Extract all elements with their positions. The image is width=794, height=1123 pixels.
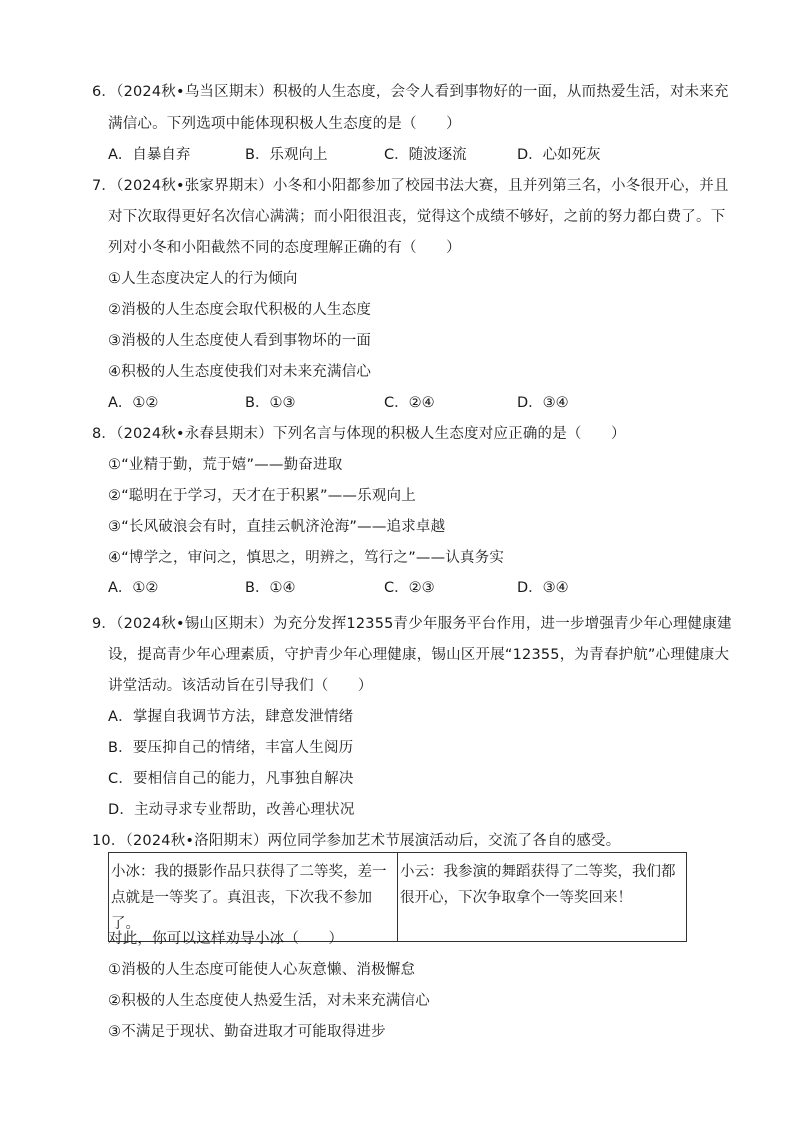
q7-stem-line1: 7．（2024秋•张家界期末）小冬和小阳都参加了校园书法大赛，且并列第三名，小冬很开心，并且: [92, 178, 729, 194]
q7-item-3: ③消极的人生态度使人看到事物坏的一面: [108, 333, 372, 349]
q7-item-1: ①人生态度决定人的行为倾向: [108, 271, 298, 287]
q10-item-1: ①消极的人生态度可能使人心灰意懒、消极懈怠: [108, 962, 416, 978]
q8-item-3: ③“长风破浪会有时，直挂云帆济沧海”——追求卓越: [108, 519, 446, 535]
q9-stem-line2: 设，提高青少年心理素质，守护青少年心理健康，锡山区开展“12355，为青春护航”心理健康大: [108, 647, 730, 663]
q6-option-a: A．自暴自弃: [108, 147, 191, 163]
q10-right-cell: 小云：我参演的舞蹈获得了二等奖，我们都很开心，下次争取拿个一等奖回来！: [398, 853, 687, 942]
q10-stem-line1: 10．（2024秋•洛阳期末）两位同学参加艺术节展演活动后，交流了各自的感受。: [92, 833, 621, 849]
q7-option-a: A．①②: [108, 395, 159, 411]
q10-item-3: ③不满足于现状、勤奋进取才可能取得进步: [108, 1024, 386, 1040]
q10-item-2: ②积极的人生态度使人热爱生活，对未来充满信心: [108, 993, 430, 1009]
q6-stem-line2: 满信心。下列选项中能体现积极人生态度的是（ ）: [108, 116, 461, 132]
q8-stem-line1: 8．（2024秋•永春县期末）下列名言与体现的积极人生态度对应正确的是（ ）: [92, 426, 626, 442]
q6-option-d: D．心如死灰: [517, 147, 601, 163]
q6-option-c: C．随波逐流: [384, 147, 467, 163]
q9-option-a: A．掌握自我调节方法，肆意发泄情绪: [108, 709, 354, 725]
q7-option-b: B．①③: [245, 395, 296, 411]
q10-prompt: 对此，你可以这样劝导小冰（ ）: [108, 931, 344, 947]
q8-item-4: ④“博学之，审问之，慎思之，明辨之，笃行之”——认真务实: [108, 550, 505, 566]
q7-option-c: C．②④: [384, 395, 435, 411]
q10-left-cell: 小冰：我的摄影作品只获得了二等奖，差一点就是一等奖了。真沮丧，下次我不参加了。: [109, 853, 398, 942]
q7-item-2: ②消极的人生态度会取代积极的人生态度: [108, 302, 372, 318]
q9-option-d: D．主动寻求专业帮助，改善心理状况: [108, 802, 355, 818]
q8-item-2: ②“聪明在于学习，天才在于积累”——乐观向上: [108, 488, 416, 504]
q7-stem-line3: 列对小冬和小阳截然不同的态度理解正确的有（ ）: [108, 240, 461, 256]
q9-option-c: C．要相信自己的能力，凡事独自解决: [108, 771, 354, 787]
q8-option-b: B．①④: [245, 580, 296, 596]
q8-option-d: D．③④: [517, 580, 569, 596]
q9-option-b: B．要压抑自己的情绪，丰富人生阅历: [108, 740, 354, 756]
q7-item-4: ④积极的人生态度使我们对未来充满信心: [108, 364, 372, 380]
q7-stem-line2: 对下次取得更好名次信心满满；而小阳很沮丧，觉得这个成绩不够好，之前的努力都白费了。下: [108, 209, 726, 225]
q8-option-c: C．②③: [384, 580, 435, 596]
q9-stem-line1: 9．（2024秋•锡山区期末）为充分发挥12355青少年服务平台作用，进一步增强青少年心理健康建: [92, 616, 732, 632]
q8-option-a: A．①②: [108, 580, 159, 596]
q7-option-d: D．③④: [517, 395, 569, 411]
q6-stem-line1: 6．（2024秋•乌当区期末）积极的人生态度，会令人看到事物好的一面，从而热爱生活，对未来充: [92, 84, 729, 100]
q9-stem-line3: 讲堂活动。该活动旨在引导我们（ ）: [108, 678, 373, 694]
q6-option-b: B．乐观向上: [245, 147, 328, 163]
q8-item-1: ①“业精于勤，荒于嬉”——勤奋进取: [108, 457, 343, 473]
